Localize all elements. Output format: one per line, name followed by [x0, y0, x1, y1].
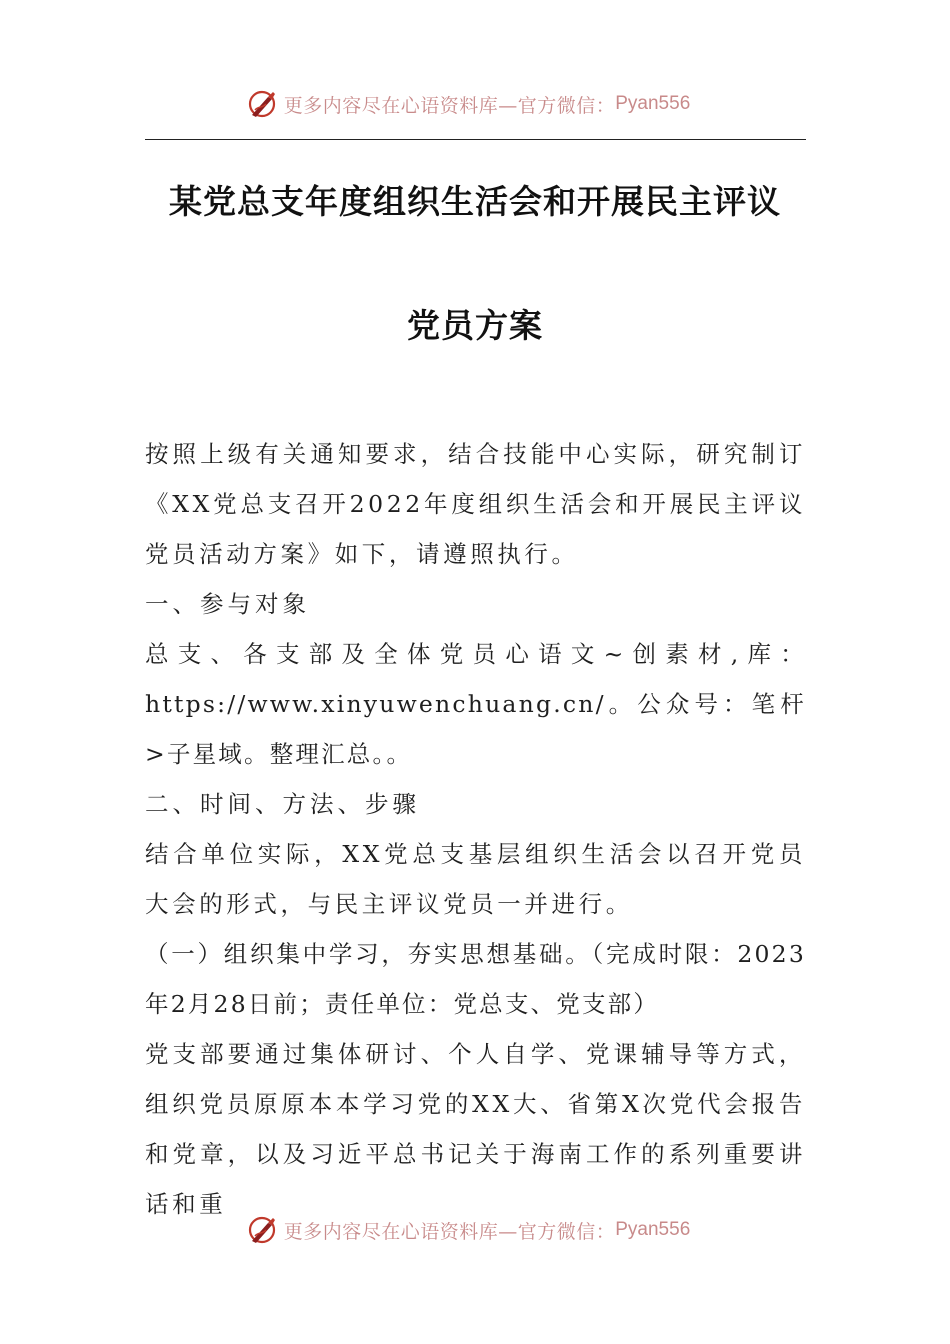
subsection-heading-study: （一）组织集中学习，夯实思想基础。（完成时限：2023年2月28日前；责任单位：党总支、党支部）	[145, 940, 806, 1018]
paragraph-intro: 按照上级有关通知要求，结合技能中心实际，研究制订《XX党总支召开2022年度组织生活会和开展民主评议党员活动方案》如下，请遵照执行。	[145, 440, 806, 568]
footer-banner	[0, 1208, 950, 1252]
banner-wechat-id: Pyan556	[615, 1219, 691, 1240]
banner-wechat-id: Pyan556	[615, 93, 691, 114]
section-heading-schedule: 二、时间、方法、步骤	[145, 790, 420, 818]
pen-nib-logo-icon	[246, 1214, 278, 1246]
document-title-line-1: 某党总支年度组织生活会和开展民主评议	[169, 182, 781, 221]
paragraph-participants: 总支、各支部及全体党员心语文~创素材,库：https://www.xinyuwenchuang.cn/。公众号：笔杆>子星域。整理汇总。。	[145, 640, 806, 768]
paragraph-schedule: 结合单位实际，XX党总支基层组织生活会以召开党员大会的形式，与民主评议党员一并进行。	[145, 840, 806, 918]
header-banner	[0, 82, 950, 126]
header-divider	[145, 139, 806, 140]
document-body	[145, 429, 806, 1229]
document-title-line-2: 党员方案	[407, 306, 543, 345]
paragraph-study: 党支部要通过集体研讨、个人自学、党课辅导等方式，组织党员原原本本学习党的XX大、省第X次党代会报告和党章，以及习近平总书记关于海南工作的系列重要讲话和重	[145, 1040, 806, 1218]
pen-nib-logo-icon	[246, 88, 278, 120]
banner-text: 更多内容尽在心语资料库—官方微信：	[283, 94, 616, 117]
banner-text: 更多内容尽在心语资料库—官方微信：	[283, 1220, 616, 1243]
section-heading-participants: 一、参与对象	[145, 590, 310, 618]
